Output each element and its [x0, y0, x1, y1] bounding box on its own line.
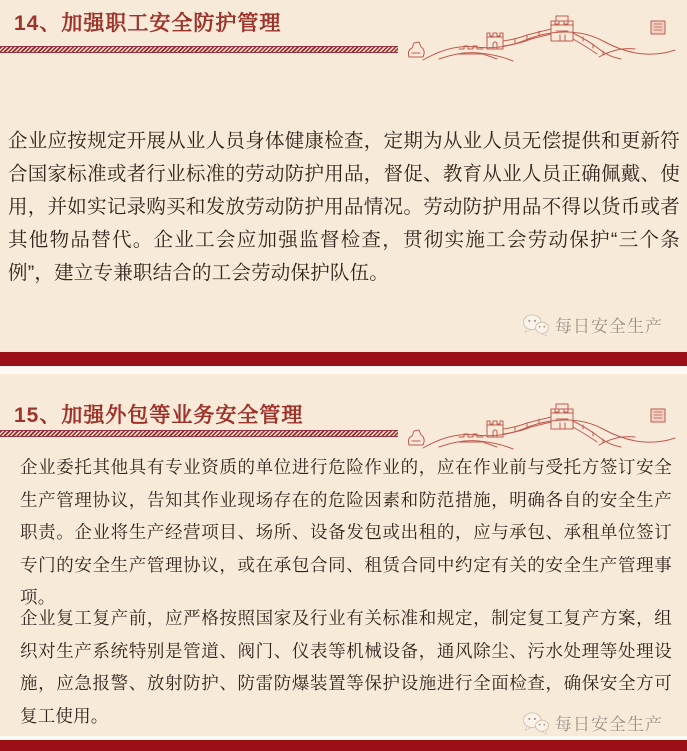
section-14-title: 14、加强职工安全防护管理 — [14, 12, 282, 35]
section-14 — [0, 0, 687, 352]
section-15 — [0, 374, 687, 736]
bottom-bar — [0, 740, 687, 751]
wechat-icon — [522, 313, 550, 337]
watermark — [522, 710, 663, 735]
seal-stamp — [651, 21, 665, 34]
separator-bar — [0, 352, 687, 366]
wechat-icon — [522, 711, 550, 735]
body-paragraph: 企业应按规定开展从业人员身体健康检查，定期为从业人员无偿提供和更新符合国家标准或者行业标准的劳动防护用品，督促、教育从业人员正确佩戴、使用，并如实记录购买和发放劳动防护用品情况。劳动防护用品不得以货币或者其他物品替代。企业工会应加强监督检查，贯彻实施工会劳动保护“三个条例”，建立专兼职结合的工会劳动保护队伍。 — [8, 130, 680, 284]
watermark — [522, 312, 663, 337]
great-wall-illustration — [403, 401, 679, 453]
watermark-label: 每日安全生产 — [555, 715, 663, 734]
hatched-divider — [0, 46, 398, 53]
hatched-divider — [0, 430, 398, 437]
seal-stamp — [651, 409, 665, 422]
watermark-label: 每日安全生产 — [555, 317, 663, 336]
great-wall-illustration — [403, 13, 679, 65]
body-paragraph: 企业委托其他具有专业资质的单位进行危险作业的，应在作业前与受托方签订安全生产管理协议，告知其作业现场存在的危险因素和防范措施，明确各自的安全生产职责。企业将生产经营项目、场所、设备发包或出租的，应与承包、承租单位签订专门的安全生产管理协议，或在承包合同、租赁合同中约定有关的安全生产管理事项。 — [20, 457, 672, 607]
body-paragraph: 企业复工复产前，应严格按照国家及行业有关标准和规定，制定复工复产方案，组织对生产系统特别是管道、阀门、仪表等机械设备，通风除尘、污水处理等处理设施，应急报警、放射防护、防雷防爆装置等保护设施进行全面检查，确保安全方可复工使用。 — [20, 608, 672, 726]
separator-gap — [0, 366, 687, 374]
section-15-title: 15、加强外包等业务安全管理 — [14, 404, 304, 427]
